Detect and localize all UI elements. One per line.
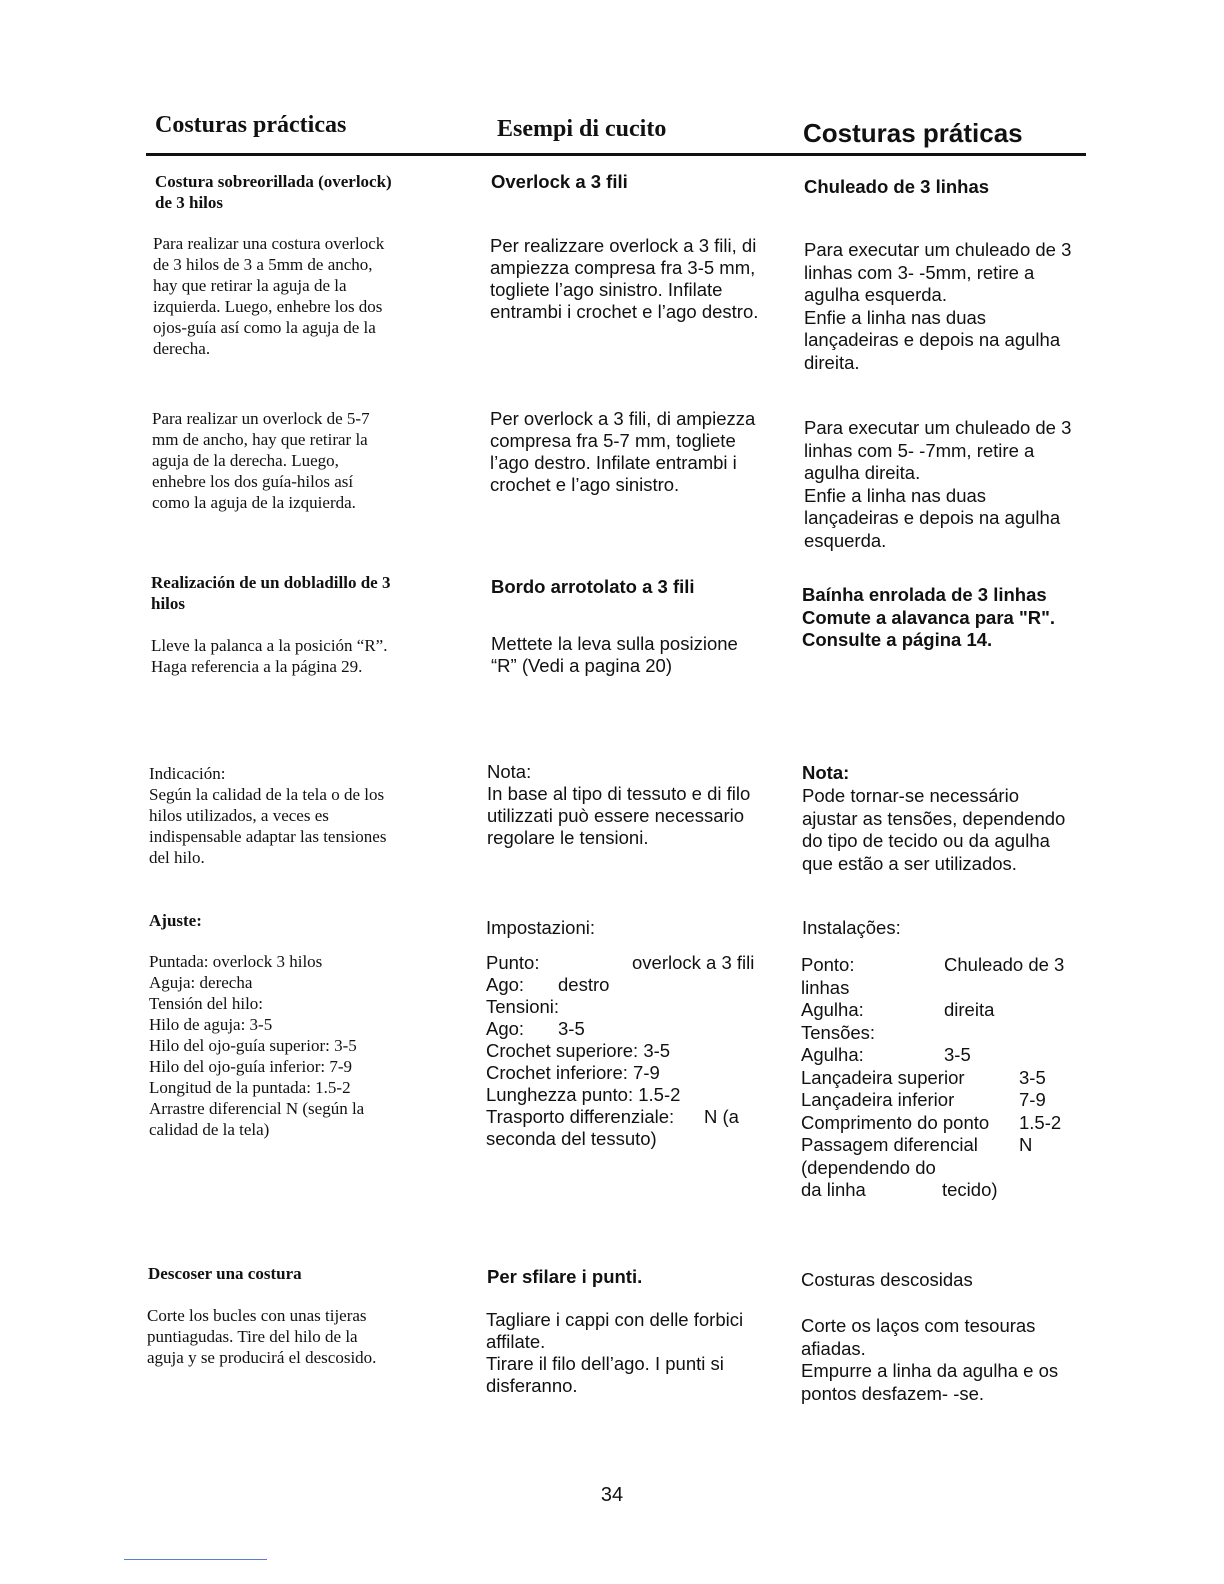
pt-settings-row: (dependendo do (801, 1156, 936, 1178)
pt-s2-title: Baínha enrolada de 3 linhas Comute a alavanca para "R". Consulte a página 14. (802, 584, 1056, 650)
pt-settings-row: Agulha: direita (801, 999, 995, 1020)
pt-s1-title: Chuleado de 3 linhas (804, 176, 990, 197)
it-note: Nota: In base al tipo di tessuto e di filo utilizzati può essere necessario regolare le tensioni. (487, 761, 751, 848)
it-s1-p1: Per realizzare overlock a 3 fili, di ampiezza compresa fra 3-5 mm, togliete l’ago sinistro. Infilate entrambi i crochet e l’ago destro. (490, 235, 759, 322)
pt-settings-row: Passagem diferencial N (801, 1134, 1033, 1155)
it-unpick-title: Per sfilare i punti. (487, 1266, 643, 1287)
it-settings-row: Crochet superiore: 3-5 (486, 1040, 671, 1061)
header-it: Esempi di cucito (497, 116, 667, 142)
it-settings-row: Trasporto differenziale: N (a (486, 1106, 739, 1127)
it-settings-title: Impostazioni: (486, 917, 595, 938)
es-settings-title: Ajuste: (149, 911, 202, 930)
pt-unpick: Corte os laços com tesouras afiadas. Empurre a linha da agulha e os pontos desfazem- -se. (801, 1315, 1059, 1404)
pt-settings-row: Lançadeira superior 3-5 (801, 1066, 1046, 1088)
it-settings-row: seconda del tessuto) (486, 1128, 657, 1149)
es-s1-p1: Para realizar una costura overlock de 3 hilos de 3 a 5mm de ancho, hay que retirar la aguja de la izquierda. Luego, enhebre los dos ojos-guía así como la aguja de la derecha. (153, 234, 385, 358)
es-s1-title: Costura sobreorillada (overlock) de 3 hilos (155, 172, 392, 212)
it-settings-row: Crochet inferiore: 7-9 (486, 1062, 660, 1083)
header-pt: Costuras práticas (803, 118, 1023, 148)
it-unpick: Tagliare i cappi con delle forbici affilate. Tirare il filo dell’ago. I punti si disferanno. (486, 1309, 744, 1396)
it-s2-p1: Mettete la leva sulla posizione “R” (Vedi a pagina 20) (491, 633, 738, 676)
header-rule (146, 153, 1086, 156)
pt-settings-row: Tensões: (801, 1021, 876, 1043)
page-number: 34 (600, 1484, 624, 1506)
pt-settings-row: Agulha: 3-5 (801, 1044, 971, 1065)
pt-note: Pode tornar-se necessário ajustar as tensões, dependendo do tipo de tecido ou da agulha que estão a ser utilizados. (802, 785, 1066, 874)
it-settings-row: Punto: overlock a 3 fili (486, 952, 755, 973)
pt-settings-row: Ponto: Chuleado de 3 (801, 954, 1065, 975)
pt-settings-title: Instalações: (802, 917, 901, 938)
pt-note-title: Nota: (802, 762, 850, 783)
pt-settings-row: da linha tecido) (801, 1179, 998, 1200)
pt-unpick-title: Costuras descosidas (801, 1269, 973, 1290)
footer-rule (124, 1559, 267, 1560)
it-settings-row: Tensioni: (486, 996, 560, 1017)
pt-s1-p1: Para executar um chuleado de 3 linhas com 3- -5mm, retire a agulha esquerda. Enfie a linha nas duas lançadeiras e depois na agulha direita. (804, 239, 1072, 373)
it-settings-row: Ago: destro (486, 974, 610, 995)
es-settings: Puntada: overlock 3 hilos Aguja: derecha Tensión del hilo: Hilo de aguja: 3-5 Hilo del ojo-guía superior: 3-5 Hilo del ojo-guía inferior: 7-9 Longitud de la puntada: 1.5-2 Arrastre diferencial N (según la calidad de la tela) (149, 952, 365, 1139)
pt-settings-row: Lançadeira inferior 7-9 (801, 1089, 1046, 1110)
it-settings-row: Lunghezza punto: 1.5-2 (486, 1084, 681, 1105)
es-unpick: Corte los bucles con unas tijeras puntiagudas. Tire del hilo de la aguja y se producirá el descosido. (147, 1306, 377, 1367)
it-settings (486, 952, 786, 1150)
it-s1-title: Overlock a 3 fili (491, 171, 628, 192)
es-note: Indicación: Según la calidad de la tela o de los hilos utilizados, a veces es indispensable adaptar las tensiones del hilo. (149, 764, 387, 867)
pt-settings-row: Comprimento do ponto 1.5-2 (801, 1111, 1062, 1133)
pt-settings (801, 954, 1091, 1202)
it-settings-row: Ago: 3-5 (486, 1018, 585, 1039)
header-es: Costuras prácticas (155, 112, 347, 138)
it-s2-title: Bordo arrotolato a 3 fili (491, 576, 695, 597)
es-s2-title: Realización de un dobladillo de 3 hilos (151, 573, 391, 613)
pt-s1-p2: Para executar um chuleado de 3 linhas com 5- -7mm, retire a agulha direita. Enfie a linha nas duas lançadeiras e depois na agulha esquerda. (804, 417, 1072, 551)
es-unpick-title: Descoser una costura (148, 1264, 302, 1283)
es-s1-p2: Para realizar un overlock de 5-7 mm de ancho, hay que retirar la aguja de la derecha. Luego, enhebre los dos guía-hilos así como la aguja de la izquierda. (152, 409, 370, 512)
pt-settings-row: linhas (801, 976, 850, 998)
es-s2-p1: Lleve la palanca a la posición “R”. Haga referencia a la página 29. (151, 636, 388, 676)
it-s1-p2: Per overlock a 3 fili, di ampiezza compresa fra 5-7 mm, togliete l’ago destro. Infilate entrambi i crochet e l’ago sinistro. (490, 408, 756, 495)
